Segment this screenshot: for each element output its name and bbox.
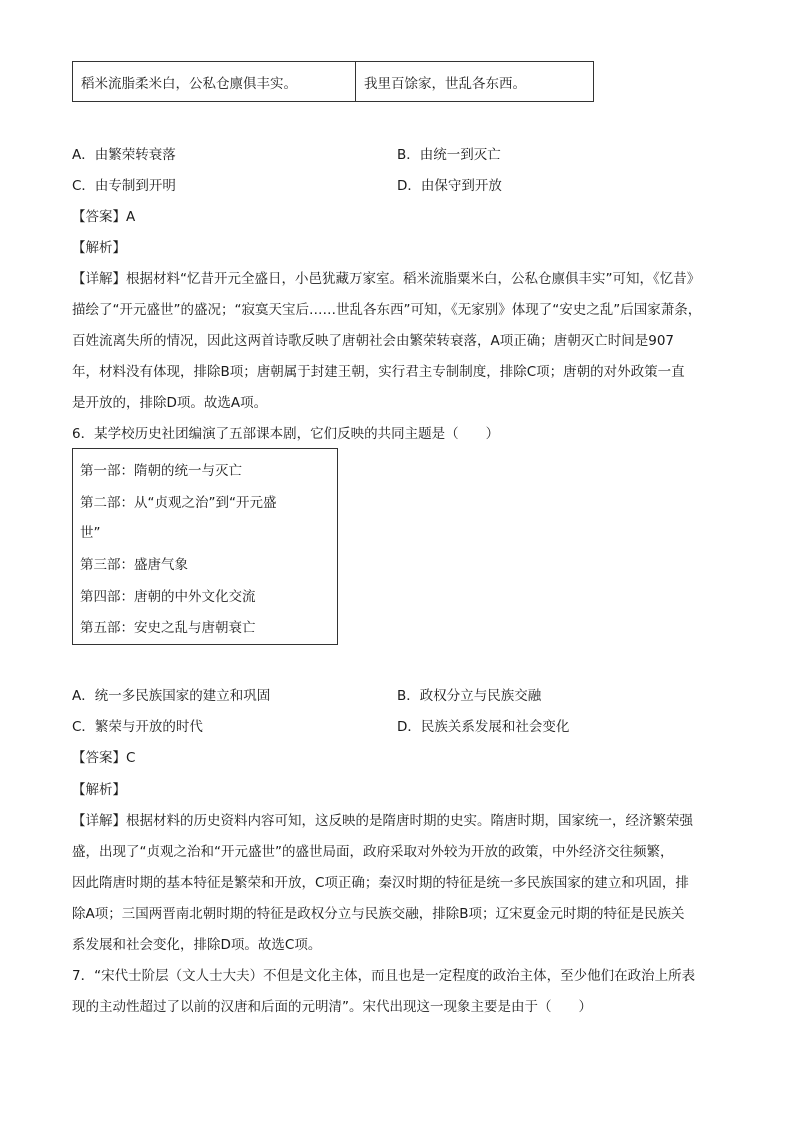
q6-option-b[interactable]: B．政权分立与民族交融 — [397, 688, 542, 704]
q7-stem-line: 现的主动性超过了以前的汉唐和后面的元明清”。宋代出现这一现象主要是由于（ ） — [72, 999, 592, 1015]
q5-option-d[interactable]: D．由保守到开放 — [397, 178, 502, 194]
q6-detail-line: 盛，出现了“贞观之治和“开元盛世”的盛世局面，政府采取对外较为开放的政策，中外经济交往频繁， — [72, 844, 674, 860]
q6-box-line: 第五部：安史之乱与唐朝衰亡 — [80, 620, 256, 636]
q6-answer: 【答案】C — [72, 750, 136, 766]
q6-box-line: 世” — [80, 525, 101, 541]
q5-detail-line: 年，材料没有体现，排除B项；唐朝属于封建王朝，实行君主专制制度，排除C项；唐朝的对外政策一直 — [72, 364, 685, 380]
q5-detail-line: 【详解】根据材料“忆昔开元全盛日，小邑犹藏万家室。稻米流脂粟米白，公私仓廪俱丰实”可知，《忆昔》 — [72, 271, 701, 287]
poem-cell-right: 我里百馀家，世乱各东西。 — [364, 75, 526, 92]
q6-box-line: 第四部：唐朝的中外文化交流 — [80, 589, 256, 605]
q6-material-box — [72, 448, 338, 645]
poem-table — [72, 61, 594, 102]
q5-detail-line: 是开放的，排除D项。故选A项。 — [72, 395, 268, 411]
q6-analysis-heading: 【解析】 — [72, 782, 126, 798]
q6-box-line: 第三部：盛唐气象 — [80, 557, 188, 573]
q6-option-c[interactable]: C．繁荣与开放的时代 — [72, 719, 203, 735]
q6-detail-line: 【详解】根据材料的历史资料内容可知，这反映的是隋唐时期的史实。隋唐时期，国家统一，经济繁荣强 — [72, 813, 693, 829]
q7-stem-line: 7．“宋代士阶层（文人士大夫）不但是文化主体，而且也是一定程度的政治主体，至少他们在政治上所表 — [72, 968, 696, 984]
q6-option-a[interactable]: A．统一多民族国家的建立和巩固 — [72, 688, 271, 704]
q5-detail-line: 百姓流离失所的情况，因此这两首诗歌反映了唐朝社会由繁荣转衰落，A项正确；唐朝灭亡时间是907 — [72, 333, 675, 349]
q6-stem: 6．某学校历史社团编演了五部课本剧，它们反映的共同主题是（ ） — [72, 426, 500, 442]
q6-box-line: 第一部：隋朝的统一与灭亡 — [80, 463, 242, 479]
q6-option-d[interactable]: D．民族关系发展和社会变化 — [397, 719, 570, 735]
q5-analysis-heading: 【解析】 — [72, 240, 126, 256]
q5-detail-line: 描绘了“开元盛世”的盛况；“寂寞天宝后……世乱各东西”可知，《无家别》体现了“安史之乱”后国家萧条， — [72, 302, 702, 318]
q5-option-b[interactable]: B．由统一到灭亡 — [397, 147, 501, 163]
q5-option-c[interactable]: C．由专制到开明 — [72, 178, 176, 194]
q6-box-line: 第二部：从“贞观之治”到“开元盛 — [80, 495, 277, 511]
q6-detail-line: 因此隋唐时期的基本特征是繁荣和开放，C项正确；秦汉时期的特征是统一多民族国家的建立和巩固，排 — [72, 875, 689, 891]
q5-option-a[interactable]: A．由繁荣转衰落 — [72, 147, 176, 163]
q6-detail-line: 系发展和社会变化，排除D项。故选C项。 — [72, 937, 322, 953]
q6-detail-line: 除A项；三国两晋南北朝时期的特征是政权分立与民族交融，排除B项；辽宋夏金元时期的特征是民族关 — [72, 906, 685, 922]
q5-answer: 【答案】A — [72, 209, 136, 225]
poem-cell-left: 稻米流脂柔米白，公私仓廪俱丰实。 — [73, 62, 356, 101]
